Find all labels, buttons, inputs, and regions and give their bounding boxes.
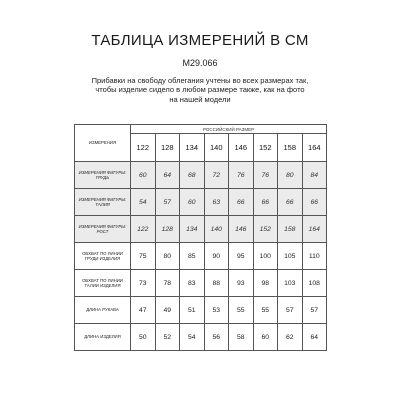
intro-note-line: на нашей модели — [169, 94, 231, 104]
value-cell: 62 — [278, 324, 303, 351]
value-cell: 57 — [302, 297, 327, 324]
value-cell: 53 — [204, 297, 229, 324]
value-cell: 122 — [131, 216, 156, 243]
value-cell: 140 — [204, 216, 229, 243]
value-cell: 128 — [155, 216, 180, 243]
intro-note-line: Прибавки на свободу облегания учтены во всех размерах так, — [91, 76, 309, 85]
value-cell: 152 — [253, 216, 278, 243]
corner-cell: ИЗМЕРЕНИЯ — [75, 125, 131, 162]
value-cell: 66 — [278, 189, 303, 216]
value-cell: 68 — [180, 162, 205, 189]
value-cell: 64 — [155, 162, 180, 189]
value-cell: 72 — [204, 162, 229, 189]
size-header-cell: 152 — [253, 134, 278, 162]
table-row — [75, 189, 327, 216]
value-cell: 80 — [278, 162, 303, 189]
value-cell: 93 — [229, 270, 254, 297]
value-cell: 55 — [253, 297, 278, 324]
value-cell: 58 — [229, 324, 254, 351]
value-cell: 75 — [131, 243, 156, 270]
value-cell: 90 — [204, 243, 229, 270]
row-label: ИЗМЕРЕНИЯ ФИГУРЫ: ТАЛИЯ — [75, 189, 131, 216]
value-cell: 134 — [180, 216, 205, 243]
size-header-cell: 128 — [155, 134, 180, 162]
table-row — [75, 162, 327, 189]
value-cell: 57 — [278, 297, 303, 324]
intro-note — [90, 76, 310, 104]
value-cell: 95 — [229, 243, 254, 270]
value-cell: 105 — [278, 243, 303, 270]
table-row — [75, 270, 327, 297]
value-cell: 60 — [253, 324, 278, 351]
value-cell: 76 — [229, 162, 254, 189]
size-header-cell: 158 — [278, 134, 303, 162]
value-cell: 60 — [131, 162, 156, 189]
value-cell: 80 — [155, 243, 180, 270]
value-cell: 52 — [155, 324, 180, 351]
value-cell: 56 — [204, 324, 229, 351]
size-header-cell: 122 — [131, 134, 156, 162]
value-cell: 98 — [253, 270, 278, 297]
value-cell: 73 — [131, 270, 156, 297]
value-cell: 49 — [155, 297, 180, 324]
size-header-cell: 140 — [204, 134, 229, 162]
table-row — [75, 216, 327, 243]
article-code: M29.066 — [182, 58, 218, 68]
value-cell: 54 — [131, 189, 156, 216]
row-label: ОБХВАТ ПО ЛИНИИ ТАЛИИ ИЗДЕЛИЯ — [75, 270, 131, 297]
page-title: ТАБЛИЦА ИЗМЕРЕНИЙ В СМ — [91, 32, 309, 49]
value-cell: 103 — [278, 270, 303, 297]
group-header-row — [75, 125, 327, 134]
value-cell: 64 — [302, 324, 327, 351]
size-header-cell: 134 — [180, 134, 205, 162]
value-cell: 85 — [180, 243, 205, 270]
value-cell: 110 — [302, 243, 327, 270]
value-cell: 55 — [229, 297, 254, 324]
value-cell: 88 — [204, 270, 229, 297]
value-cell: 66 — [253, 189, 278, 216]
value-cell: 66 — [302, 189, 327, 216]
size-header-cell: 164 — [302, 134, 327, 162]
row-label: ИЗМЕРЕНИЯ ФИГУРЫ: РОСТ — [75, 216, 131, 243]
value-cell: 47 — [131, 297, 156, 324]
value-cell: 63 — [204, 189, 229, 216]
size-table — [74, 124, 327, 351]
value-cell: 50 — [131, 324, 156, 351]
value-cell: 51 — [180, 297, 205, 324]
size-header-cell: 146 — [229, 134, 254, 162]
value-cell: 83 — [180, 270, 205, 297]
value-cell: 164 — [302, 216, 327, 243]
value-cell: 60 — [180, 189, 205, 216]
row-label: ИЗМЕРЕНИЯ ФИГУРЫ: ГРУДЬ — [75, 162, 131, 189]
value-cell: 57 — [155, 189, 180, 216]
value-cell: 78 — [155, 270, 180, 297]
value-cell: 158 — [278, 216, 303, 243]
value-cell: 84 — [302, 162, 327, 189]
value-cell: 54 — [180, 324, 205, 351]
row-label: ОБХВАТ ПО ЛИНИИ ГРУДИ ИЗДЕЛИЯ — [75, 243, 131, 270]
row-label: ДЛИНА РУКАВА — [75, 297, 131, 324]
group-header: РОССИЙСКИЙ РАЗМЕР — [131, 125, 327, 134]
value-cell: 66 — [229, 189, 254, 216]
value-cell: 100 — [253, 243, 278, 270]
table-row — [75, 243, 327, 270]
value-cell: 146 — [229, 216, 254, 243]
table-row — [75, 324, 327, 351]
intro-note-line: чтобы изделие сидело в любом размере также, как на фото — [95, 85, 305, 95]
table-row — [75, 297, 327, 324]
value-cell: 76 — [253, 162, 278, 189]
row-label: ДЛИНА ИЗДЕЛИЯ — [75, 324, 131, 351]
value-cell: 108 — [302, 270, 327, 297]
